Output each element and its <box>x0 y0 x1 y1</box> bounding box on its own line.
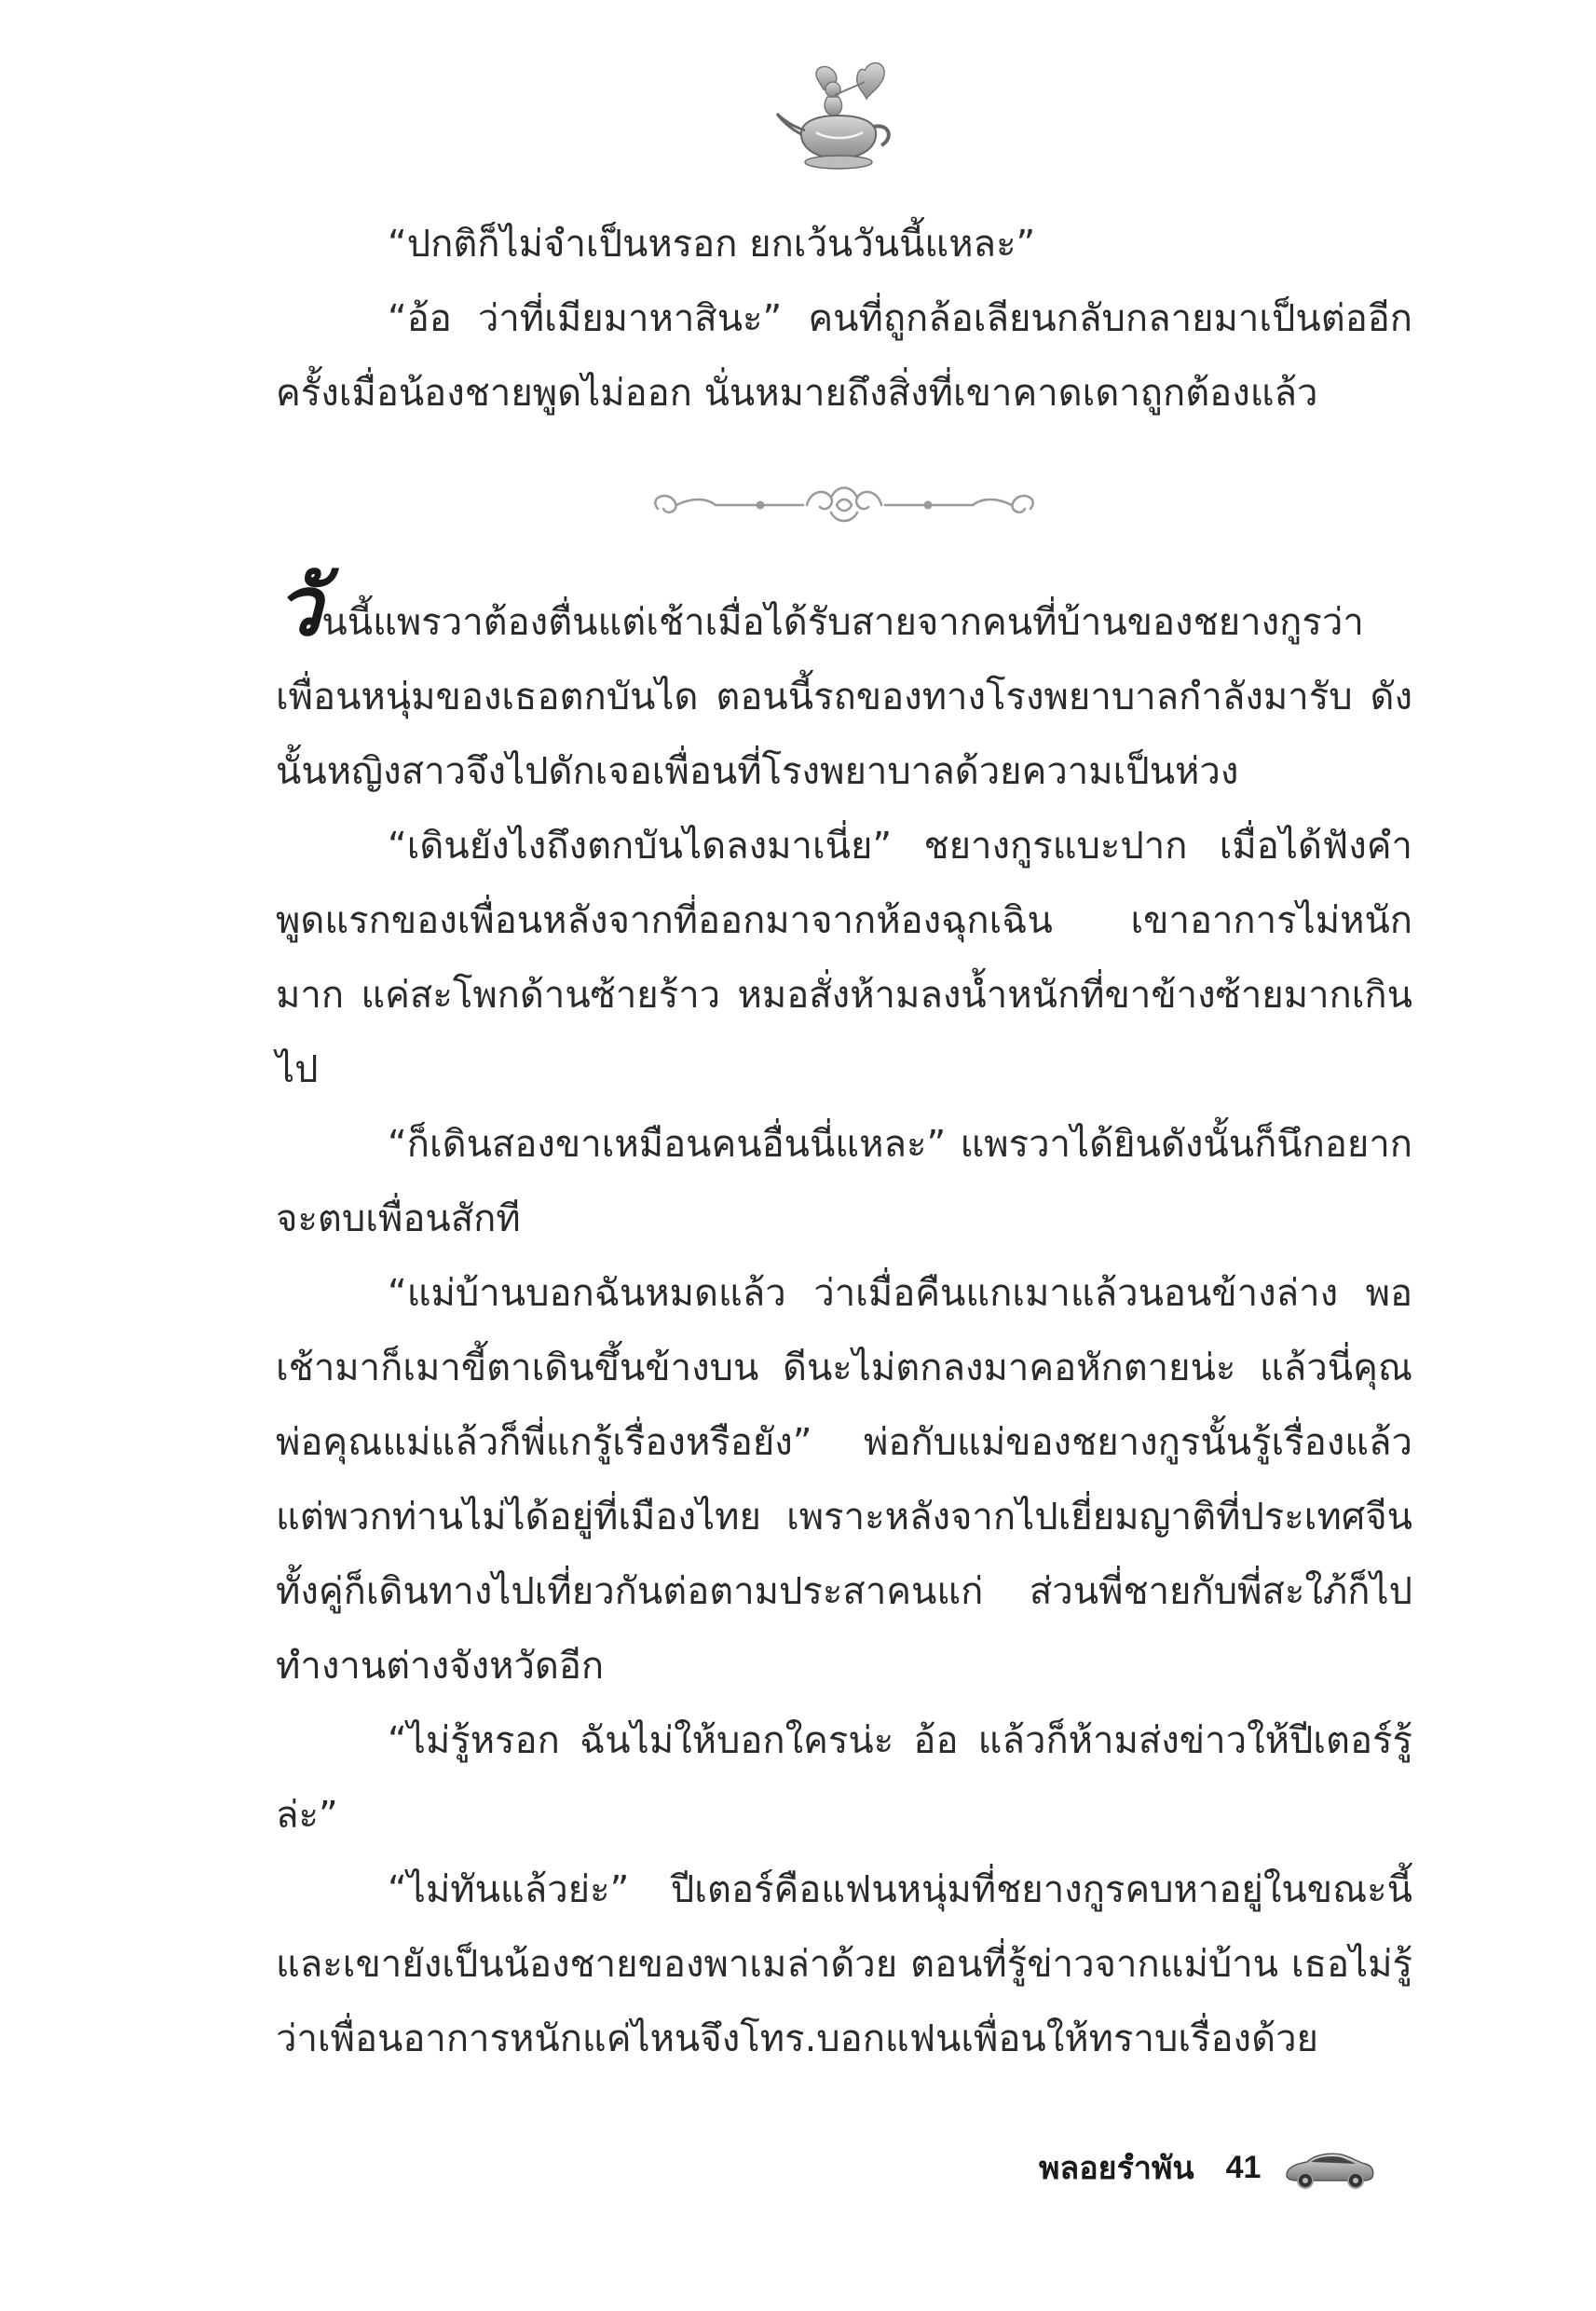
scroll-divider-icon <box>639 477 1049 533</box>
cupid-teapot-ornament-icon <box>773 54 904 175</box>
paragraph-5: “ไม่รู้หรอก ฉันไม่ให้บอกใครน่ะ อ้อ แล้วก็ห้ามส่งข่าวให้ปีเตอร์รู้ล่ะ” <box>276 1719 1412 1837</box>
opening-paragraph-2: “อ้อ ว่าที่เมียมาหาสินะ” คนที่ถูกล้อเลียนกลับกลายมาเป็นต่ออีกครั้งเมื่อน้องชายพูดไม่ออก นั่นหมายถึงสิ่งที่เขาคาดเดาถูกต้องแล้ว <box>276 297 1412 415</box>
car-icon <box>1283 2143 1376 2192</box>
paragraph-2: “เดินยังไงถึงตกบันไดลงมาเนี่ย” ชยางกูรแบะปาก เมื่อได้ฟังคำพูดแรกของเพื่อนหลังจากที่ออกมาจากห้องฉุกเฉิน เขาอาการไม่หนักมาก แค่สะโพกด้านซ้ายร้าว หมอสั่งห้ามลงน้ำหนักที่ขาข้างซ้ายมากเกินไป <box>276 825 1412 1091</box>
drop-cap: วั <box>276 557 322 654</box>
opening-text <box>276 207 1412 431</box>
opening-paragraph-1: “ปกติก็ไม่จำเป็นหรอก ยกเว้นวันนี้แหละ” <box>388 223 1036 266</box>
book-title: พลอยรำพัน <box>1039 2151 1194 2186</box>
paragraph-1 <box>276 557 1412 809</box>
paragraph-6: “ไม่ทันแล้วย่ะ” ปีเตอร์คือแฟนหนุ่มที่ชยางกูรคบหาอยู่ในขณะนี้และเขายังเป็นน้องชายของพาเมล่าด้วย ตอนที่รู้ข่าวจากแม่บ้าน เธอไม่รู้ว่าเพื่อนอาการหนักแค่ไหนจึงโทร.บอกแฟนเพื่อนให้ทราบเรื่องด้วย <box>276 1868 1412 2060</box>
page-footer <box>1039 2140 1376 2195</box>
main-text <box>276 557 1412 2076</box>
paragraph-3: “ก็เดินสองขาเหมือนคนอื่นนี่แหละ” แพรวาได้ยินดังนั้นก็นึกอยากจะตบเพื่อนสักที <box>276 1123 1412 1240</box>
paragraph-4: “แม่บ้านบอกฉันหมดแล้ว ว่าเมื่อคืนแกเมาแล้วนอนข้างล่าง พอเช้ามาก็เมาขี้ตาเดินขึ้นข้างบน ดีนะไม่ตกลงมาคอหักตายน่ะ แล้วนี่คุณพ่อคุณแม่แล้วก็พี่แกรู้เรื่องหรือยัง” พ่อกับแม่ของชยางกูรนั้นรู้เรื่องแล้ว แต่พวกท่านไม่ได้อยู่ที่เมืองไทย เพราะหลังจากไปเยี่ยมญาติที่ประเทศจีนทั้งคู่ก็เดินทางไปเที่ยวกันต่อตามประสาคนแก่ ส่วนพี่ชายกับพี่สะใภ้ก็ไปทำงานต่างจังหวัดอีก <box>276 1272 1412 1688</box>
paragraph-1-text: นนี้แพรวาต้องตื่นแต่เช้าเมื่อได้รับสายจากคนที่บ้านของชยางกูรว่าเพื่อนหนุ่มของเธอตกบันได ตอนนี้รถของทางโรงพยาบาลกำลังมารับ ดังนั้นหญิงสาวจึงไปดักเจอเพื่อนที่โรงพยาบาลด้วยความเป็นห่วง <box>276 601 1412 793</box>
page-number: 41 <box>1225 2149 1262 2185</box>
